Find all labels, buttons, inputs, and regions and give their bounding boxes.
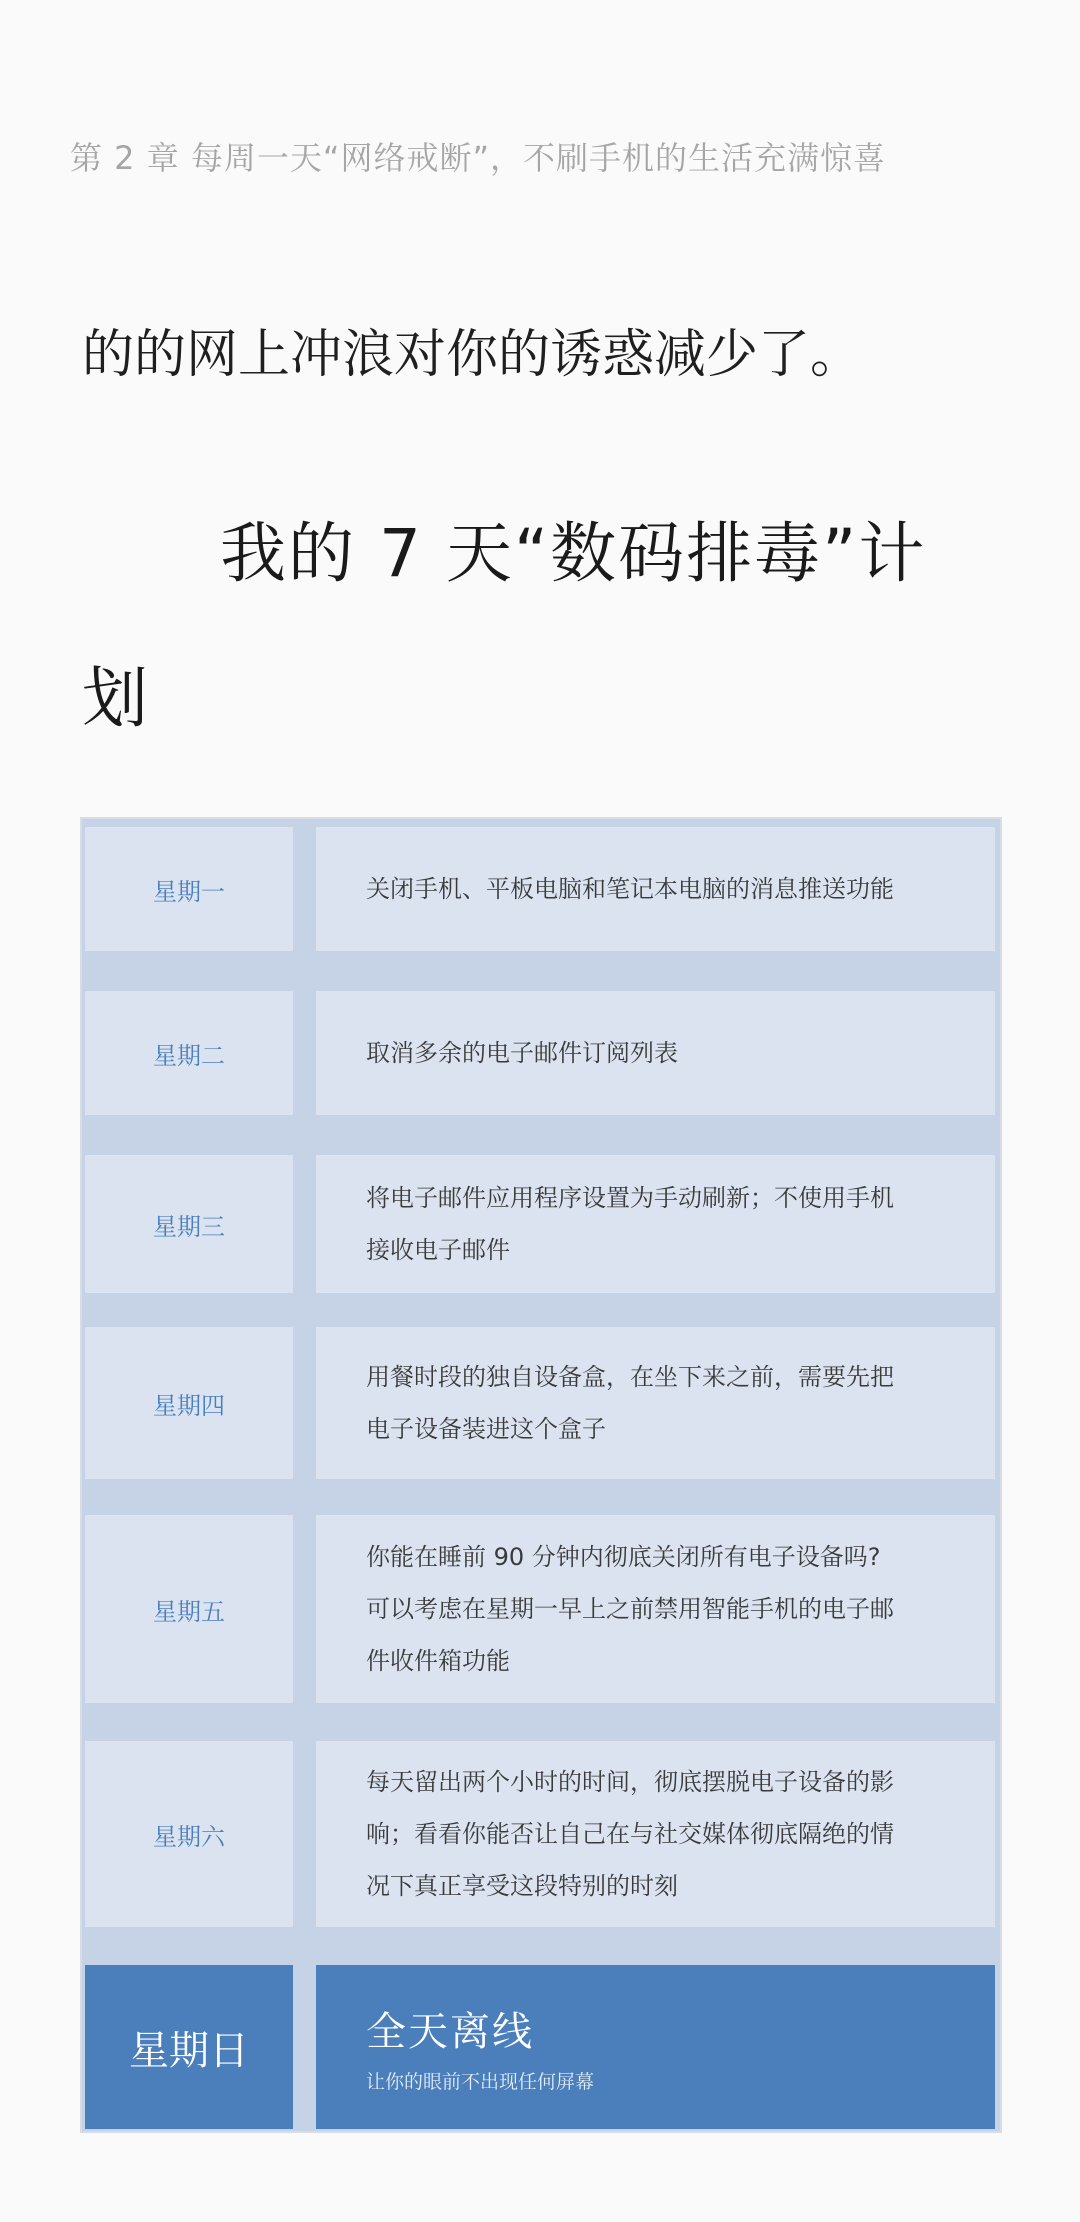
task-text: 将电子邮件应用程序设置为手动刷新；不使用手机 接收电子邮件 [366,1184,894,1264]
table-row-sunday [82,1965,1000,2129]
table-row [82,1327,1000,1479]
day-label: 星期六 [85,1741,293,1927]
sunday-task [366,2000,594,2094]
task-cell-sunday [316,1965,995,2129]
task-cell [316,1741,995,1927]
table-row [82,1515,1000,1703]
table-row [82,1741,1000,1927]
sunday-subtitle: 让你的眼前不出现任何屏幕 [366,2071,595,2093]
day-label: 星期一 [85,827,293,951]
day-label: 星期五 [85,1515,293,1703]
day-label: 星期二 [85,991,293,1115]
chapter-header: 第 2 章 每周一天“网络戒断”，不刷手机的生活充满惊喜 [70,139,887,177]
task-cell [316,827,995,951]
task-text: 你能在睡前 90 分钟内彻底关闭所有电子设备吗? 可以考虑在星期一早上之前禁用智能手机的电子邮 件收件箱功能 [366,1543,894,1675]
section-title: 我的 7 天“数码排毒”计 [220,515,927,592]
task-text: 取消多余的电子邮件订阅列表 [366,1039,678,1067]
task-cell [316,991,995,1115]
section-title-continued: 划 [82,660,148,737]
day-label: 星期四 [85,1327,293,1479]
sunday-title: 全天离线 [366,2009,534,2055]
task-cell [316,1155,995,1293]
day-label: 星期三 [85,1155,293,1293]
day-label-sunday: 星期日 [85,1965,293,2129]
table-row [82,827,1000,951]
task-cell [316,1327,995,1479]
table-row [82,991,1000,1115]
table-row [82,1155,1000,1293]
intro-paragraph: 的的网上冲浪对你的诱惑减少了。 [82,325,863,385]
task-cell [316,1515,995,1703]
task-text: 关闭手机、平板电脑和笔记本电脑的消息推送功能 [366,875,894,903]
detox-plan-table [80,817,1002,2133]
task-text: 每天留出两个小时的时间，彻底摆脱电子设备的影 响；看看你能否让自己在与社交媒体彻底隔绝的情 况下真正享受这段特别的时刻 [366,1768,894,1900]
task-text: 用餐时段的独自设备盒，在坐下来之前，需要先把 电子设备装进这个盒子 [366,1363,894,1443]
